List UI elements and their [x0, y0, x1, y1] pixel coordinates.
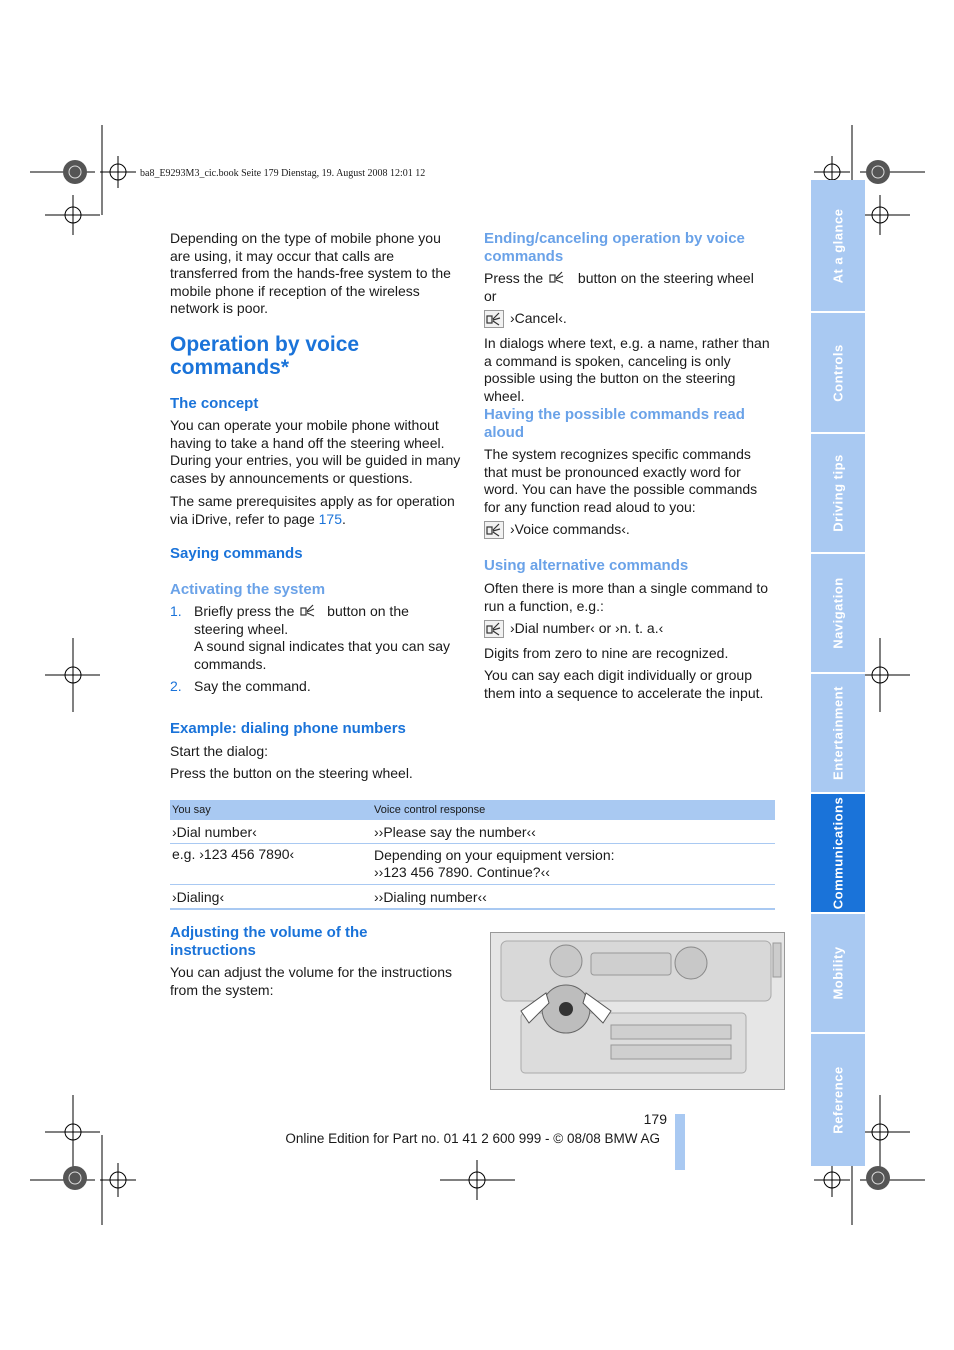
- dial-number-text: ›Dial number‹ or ›n. t. a.‹: [510, 620, 664, 637]
- tab-label: At a glance: [830, 208, 846, 283]
- concept-paragraph-2-end: .: [341, 510, 346, 527]
- table-cell: ››Please say the number‹‹: [374, 823, 536, 840]
- table-row: [170, 820, 775, 844]
- header-meta: ba8_E9293M3_cic.book Seite 179 Dienstag, 19. August 2008 12:01 12: [140, 168, 426, 179]
- step-2: [170, 678, 462, 696]
- cancel-command: [484, 310, 567, 328]
- volume-heading: Adjusting the volume of the instructions: [170, 924, 368, 959]
- tab-label: Navigation: [830, 577, 846, 649]
- step-1-text-a: Briefly press the: [194, 603, 295, 619]
- readaloud-heading: Having the possible commands read aloud: [484, 406, 745, 441]
- table-cell: e.g. ›123 456 7890‹: [172, 846, 295, 862]
- footer-edition: Online Edition for Part no. 01 41 2 600 999 - © 08/08 BMW AG: [285, 1131, 660, 1146]
- tab-controls[interactable]: [811, 313, 865, 432]
- table-cell: ›Dialing‹: [172, 888, 225, 905]
- tab-navigation[interactable]: [811, 554, 865, 672]
- dial-number-command: [484, 620, 663, 638]
- saying-heading: Saying commands: [170, 545, 303, 562]
- console-volume-illustration: [490, 932, 785, 1090]
- ending-text-b: button on the steering wheel: [577, 270, 754, 286]
- voice-button-icon: [549, 271, 566, 286]
- step-1-note: A sound signal indicates that you can say commands.: [194, 638, 451, 672]
- header-response: Voice control response: [374, 804, 486, 816]
- ending-or: or: [484, 287, 497, 304]
- alternative-heading: Using alternative commands: [484, 557, 689, 574]
- example-heading: Example: dialing phone numbers: [170, 720, 406, 737]
- step-1: [170, 603, 462, 673]
- step-2-number: 2.: [170, 678, 182, 694]
- voice-command-icon: [484, 310, 504, 328]
- page-number: 179: [643, 1111, 667, 1127]
- alternative-paragraph-2: Digits from zero to nine are recognized.: [484, 645, 729, 661]
- tab-label: Communications: [830, 796, 846, 910]
- tab-label: Controls: [830, 343, 846, 402]
- voice-command-icon: [484, 620, 504, 638]
- tab-mobility[interactable]: [811, 914, 865, 1032]
- intro-paragraph: Depending on the type of mobile phone you are using, it may occur that calls are transferred from the hands-free system to the mobile phone if reception of the wireless network is poor.: [170, 230, 451, 316]
- footer-bar: [675, 1114, 685, 1170]
- ending-heading: Ending/canceling operation by voice commands: [484, 230, 745, 265]
- activating-heading: Activating the system: [170, 581, 326, 598]
- table-row: [170, 885, 775, 910]
- tab-label: Entertainment: [830, 686, 846, 780]
- alternative-paragraph-3: You can say each digit individually or group them into a sequence to accelerate the input.: [484, 667, 764, 701]
- section-title: Operation by voice commands*: [170, 333, 360, 379]
- tab-entertainment[interactable]: [811, 674, 865, 792]
- table-cell: ››Dialing number‹‹: [374, 888, 487, 905]
- tab-driving-tips[interactable]: [811, 434, 865, 552]
- ending-paragraph-2: In dialogs where text, e.g. a name, rather than a command is spoken, canceling is only possible using the button on the steering wheel.: [484, 335, 770, 404]
- step-1-number: 1.: [170, 603, 182, 619]
- example-paragraph-1: Start the dialog:: [170, 743, 269, 759]
- concept-paragraph-2: [170, 493, 462, 528]
- ending-text-a: Press the: [484, 270, 544, 286]
- readaloud-paragraph: The system recognizes specific commands that must be pronounced exactly word for word. You can have the possible commands for any function read aloud to you:: [484, 446, 758, 515]
- concept-paragraph-2-text: The same prerequisites apply as for operation via iDrive, refer to page: [170, 493, 455, 527]
- table-row: [170, 844, 775, 885]
- tab-at-a-glance[interactable]: [811, 180, 865, 311]
- voice-button-icon: [300, 604, 317, 619]
- voice-commands-text: ›Voice commands‹.: [510, 521, 630, 538]
- tab-label: Reference: [830, 1066, 846, 1134]
- cancel-command-text: ›Cancel‹.: [510, 310, 567, 327]
- voice-command-icon: [484, 521, 504, 539]
- tab-reference[interactable]: [811, 1034, 865, 1166]
- table-cell: Depending on your equipment version: ››123 456 7890. Continue?‹‹: [374, 846, 615, 880]
- concept-heading: The concept: [170, 395, 259, 412]
- voice-commands-command: [484, 521, 630, 539]
- tab-label: Mobility: [830, 946, 846, 1000]
- table-cell: ›Dial number‹: [172, 823, 257, 840]
- concept-paragraph-1: You can operate your mobile phone without having to take a hand off the steering wheel. During your entries, you will be guided in many cases by announcements or questions.: [170, 417, 461, 486]
- commands-table: [170, 800, 775, 910]
- step-2-text: Say the command.: [194, 678, 311, 694]
- table-header: [170, 800, 775, 820]
- example-paragraph-2: Press the button on the steering wheel.: [170, 765, 413, 781]
- tab-communications[interactable]: [811, 794, 865, 912]
- step-1-text-b: button on the steering wheel.: [194, 603, 409, 637]
- volume-paragraph: You can adjust the volume for the instructions from the system:: [170, 964, 452, 998]
- header-you-say: You say: [172, 804, 211, 816]
- ending-paragraph-1: [484, 270, 774, 305]
- tab-label: Driving tips: [830, 454, 846, 532]
- page-link-175[interactable]: 175: [318, 510, 342, 527]
- alternative-paragraph-1: Often there is more than a single command to run a function, e.g.:: [484, 580, 769, 614]
